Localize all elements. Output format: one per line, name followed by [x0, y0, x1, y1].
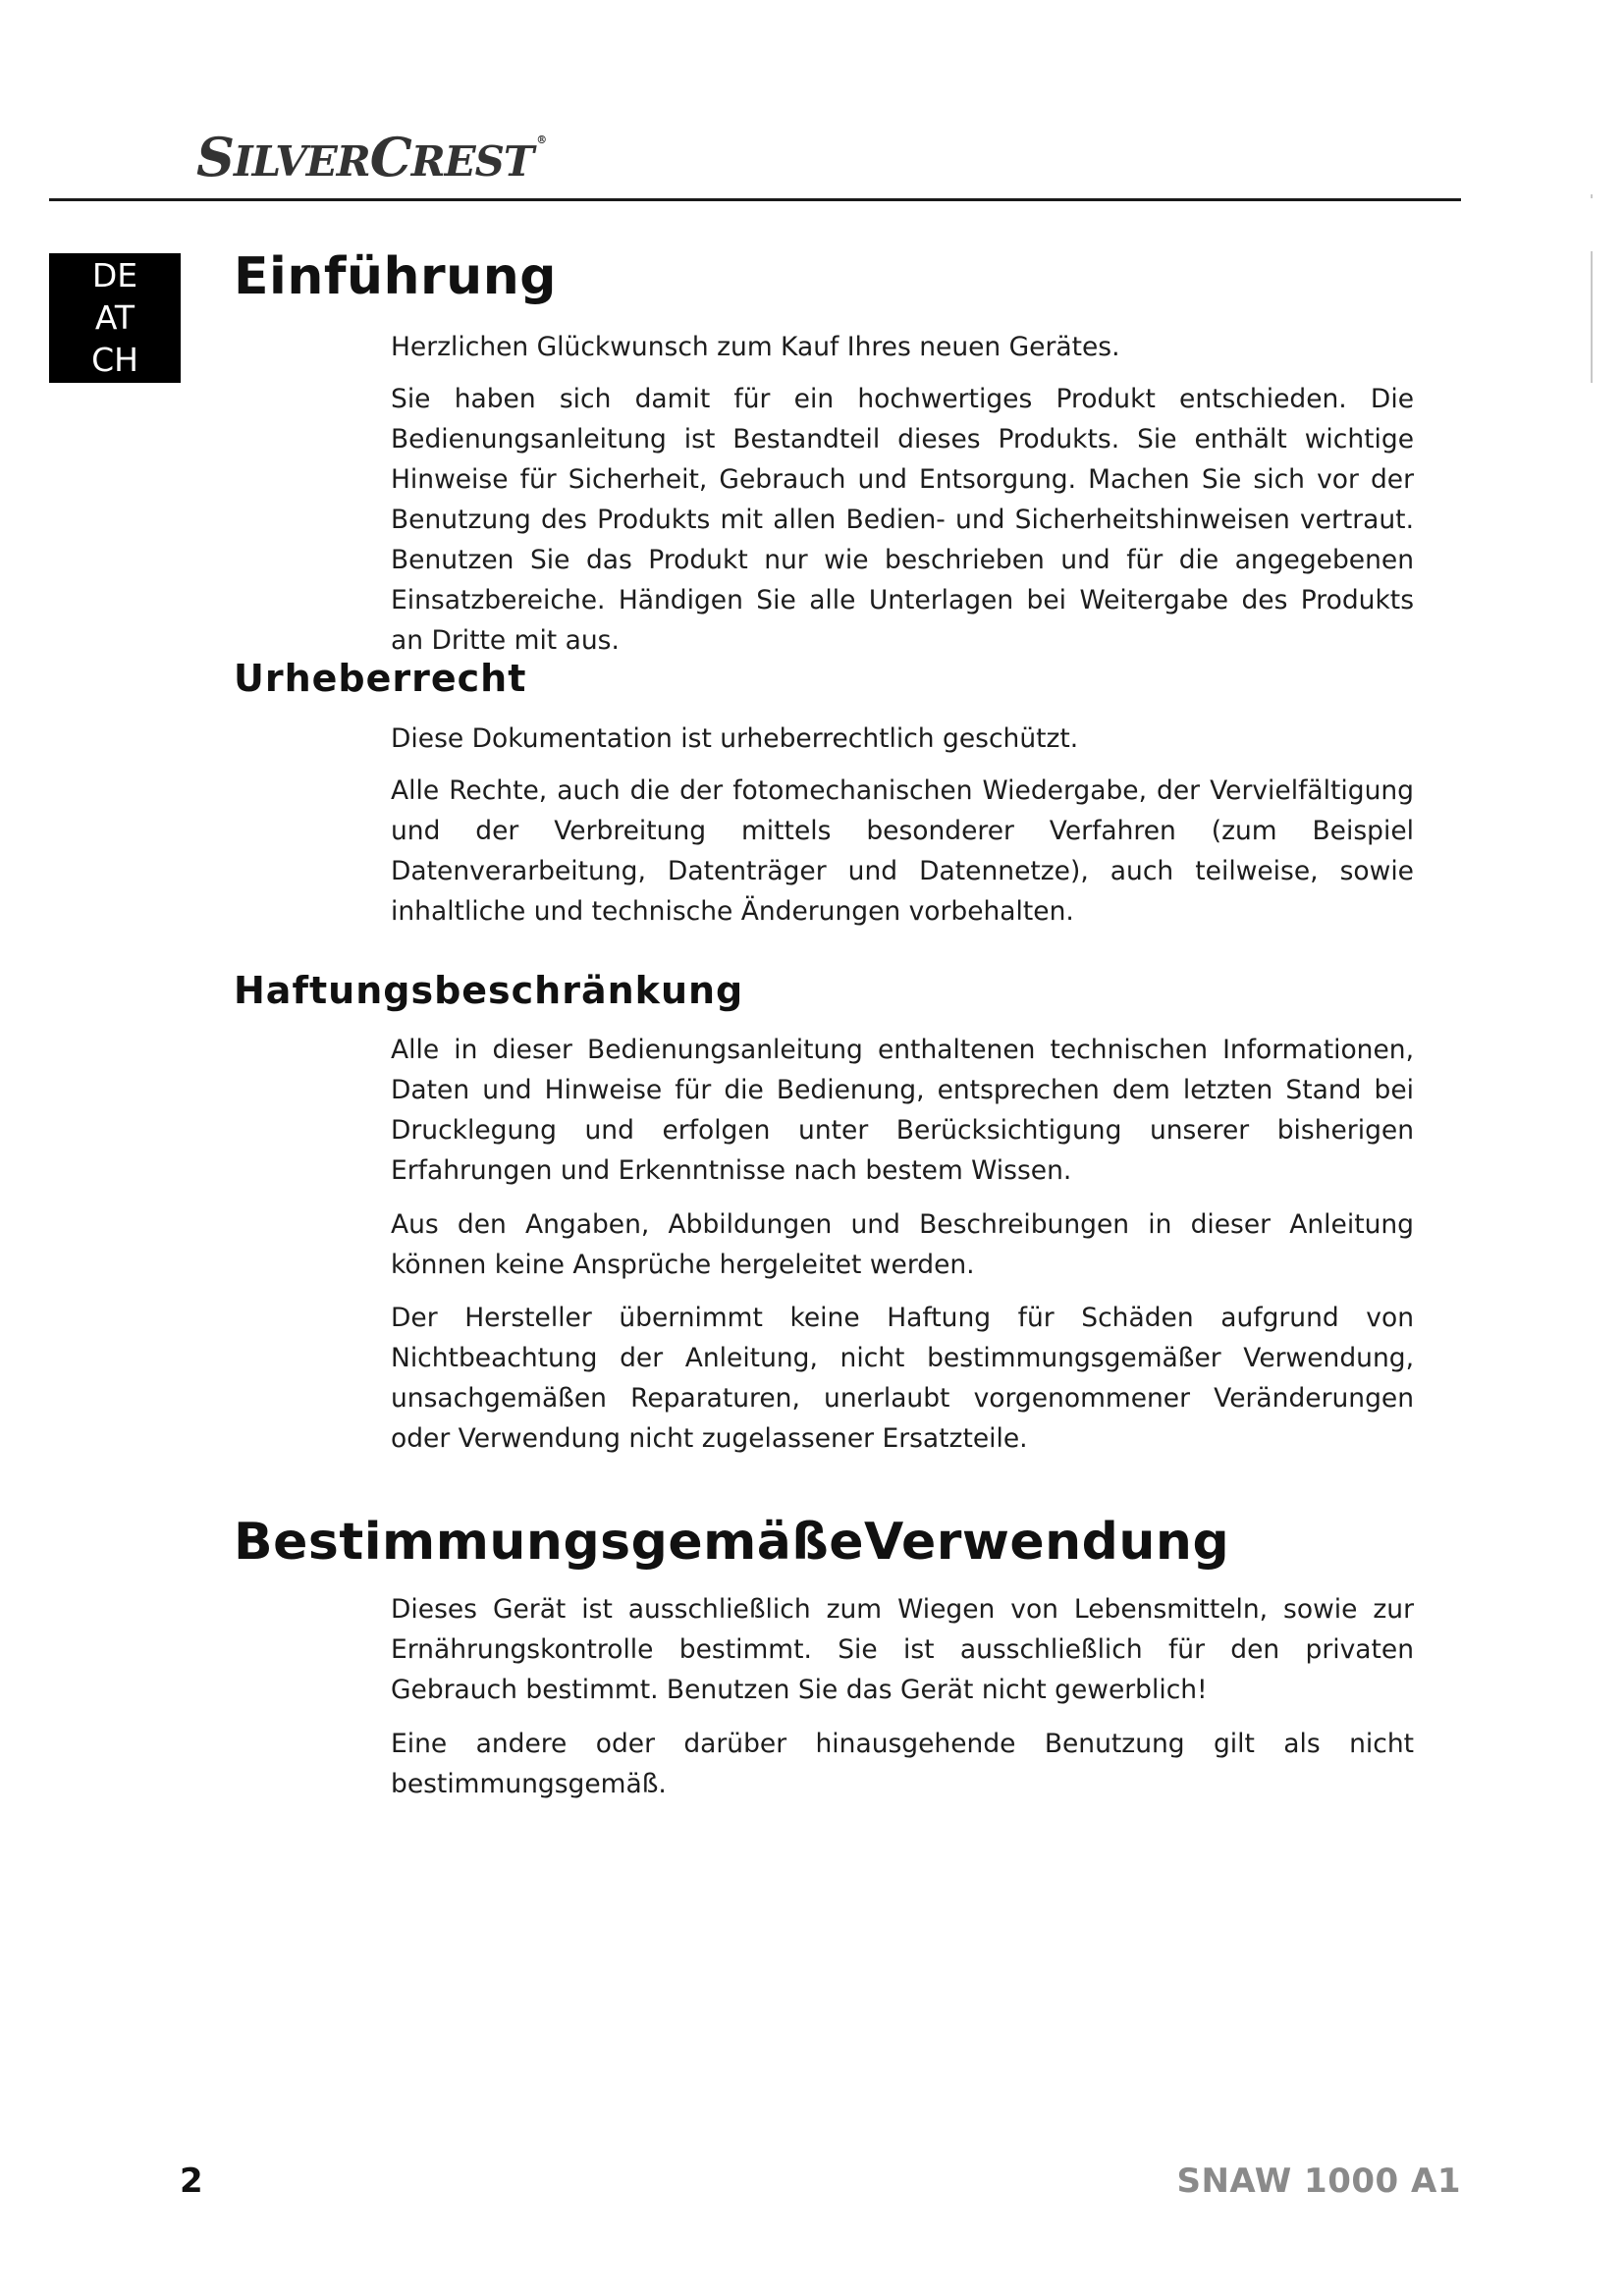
brand-logo [196, 126, 546, 188]
heading-haftungsbeschraenkung: Haftungsbeschränkung [234, 969, 744, 1012]
paragraph: Eine andere oder darüber hinausgehende Benutzung gilt als nicht bestimmungsgemäß. [391, 1729, 1414, 1799]
page-number: 2 [180, 2162, 203, 2201]
heading-einfuehrung: Einführung [234, 247, 557, 306]
paragraph: Alle Rechte, auch die der fotomechanischen Wiedergabe, der Vervielfältigung und der Verbreitung mittels besonderer Verfahren (zum Beispiel Datenverarbeitung, Datenträger und Datennetze), auch teilweise, sowie inhaltliche und technische Änderungen vorbehalten. [391, 775, 1414, 927]
paragraph: Aus den Angaben, Abbildungen und Beschreibungen in dieser Anleitung können keine Ansprüche hergeleitet werden. [391, 1209, 1414, 1280]
language-code: CH [91, 341, 138, 379]
logo-ilver: ILVER [234, 137, 370, 186]
language-tab [49, 253, 181, 383]
model-number: SNAW 1000 A1 [1176, 2162, 1461, 2201]
paragraph: Der Hersteller übernimmt keine Haftung für Schäden aufgrund von Nichtbeachtung der Anleitung, nicht bestimmungsgemäßer Verwendung, unsachgemäßen Reparaturen, unerlaubt vorgenommener Veränderungen oder Verwendung nicht zugelassener Ersatzteile. [391, 1303, 1414, 1454]
language-code: AT [94, 298, 135, 337]
language-code: DE [91, 256, 138, 294]
paragraph: Diese Dokumentation ist urheberrechtlich geschützt. [391, 723, 1079, 754]
registered-mark: ® [536, 133, 547, 146]
paragraph: Sie haben sich damit für ein hochwertiges Produkt entschieden. Die Bedienungsanleitung ist Bestandteil dieses Produkts. Sie enthält wichtige Hinweise für Sicherheit, Gebrauch und Entsorgung. Machen Sie sich vor der Benutzung des Produkts mit allen Bedien- und Sicherheitshinweisen vertraut. Benutzen Sie das Produkt nur wie beschrieben und für die angegebenen Einsatzbereiche. Händigen Sie alle Unterlagen bei Weitergabe des Produkts an Dritte mit aus. [391, 384, 1414, 656]
heading-urheberrecht: Urheberrecht [234, 657, 527, 700]
edge-mark [1591, 251, 1593, 383]
paragraph: Dieses Gerät ist ausschließlich zum Wiegen von Lebensmitteln, sowie zur Ernährungskontrolle bestimmt. Sie ist ausschließlich für den privaten Gebrauch bestimmt. Benutzen Sie das Gerät nicht gewerblich! [391, 1594, 1414, 1705]
logo-letter-c: C [369, 126, 411, 188]
heading-bestimmungsgemaesse-verwendung: BestimmungsgemäßeVerwendung [234, 1513, 1230, 1572]
edge-mark [1591, 194, 1593, 198]
logo-rest: REST [410, 137, 534, 186]
paragraph: Herzlichen Glückwunsch zum Kauf Ihres neuen Gerätes. [391, 332, 1120, 362]
logo-letter-s: S [196, 126, 234, 188]
paragraph: Alle in dieser Bedienungsanleitung enthaltenen technischen Informationen, Daten und Hinweise für die Bedienung, entsprechen dem letzten Stand bei Drucklegung und erfolgen unter Berücksichtigung unserer bisherigen Erfahrungen und Erkenntnisse nach bestem Wissen. [391, 1035, 1414, 1186]
header-rule [49, 198, 1461, 201]
